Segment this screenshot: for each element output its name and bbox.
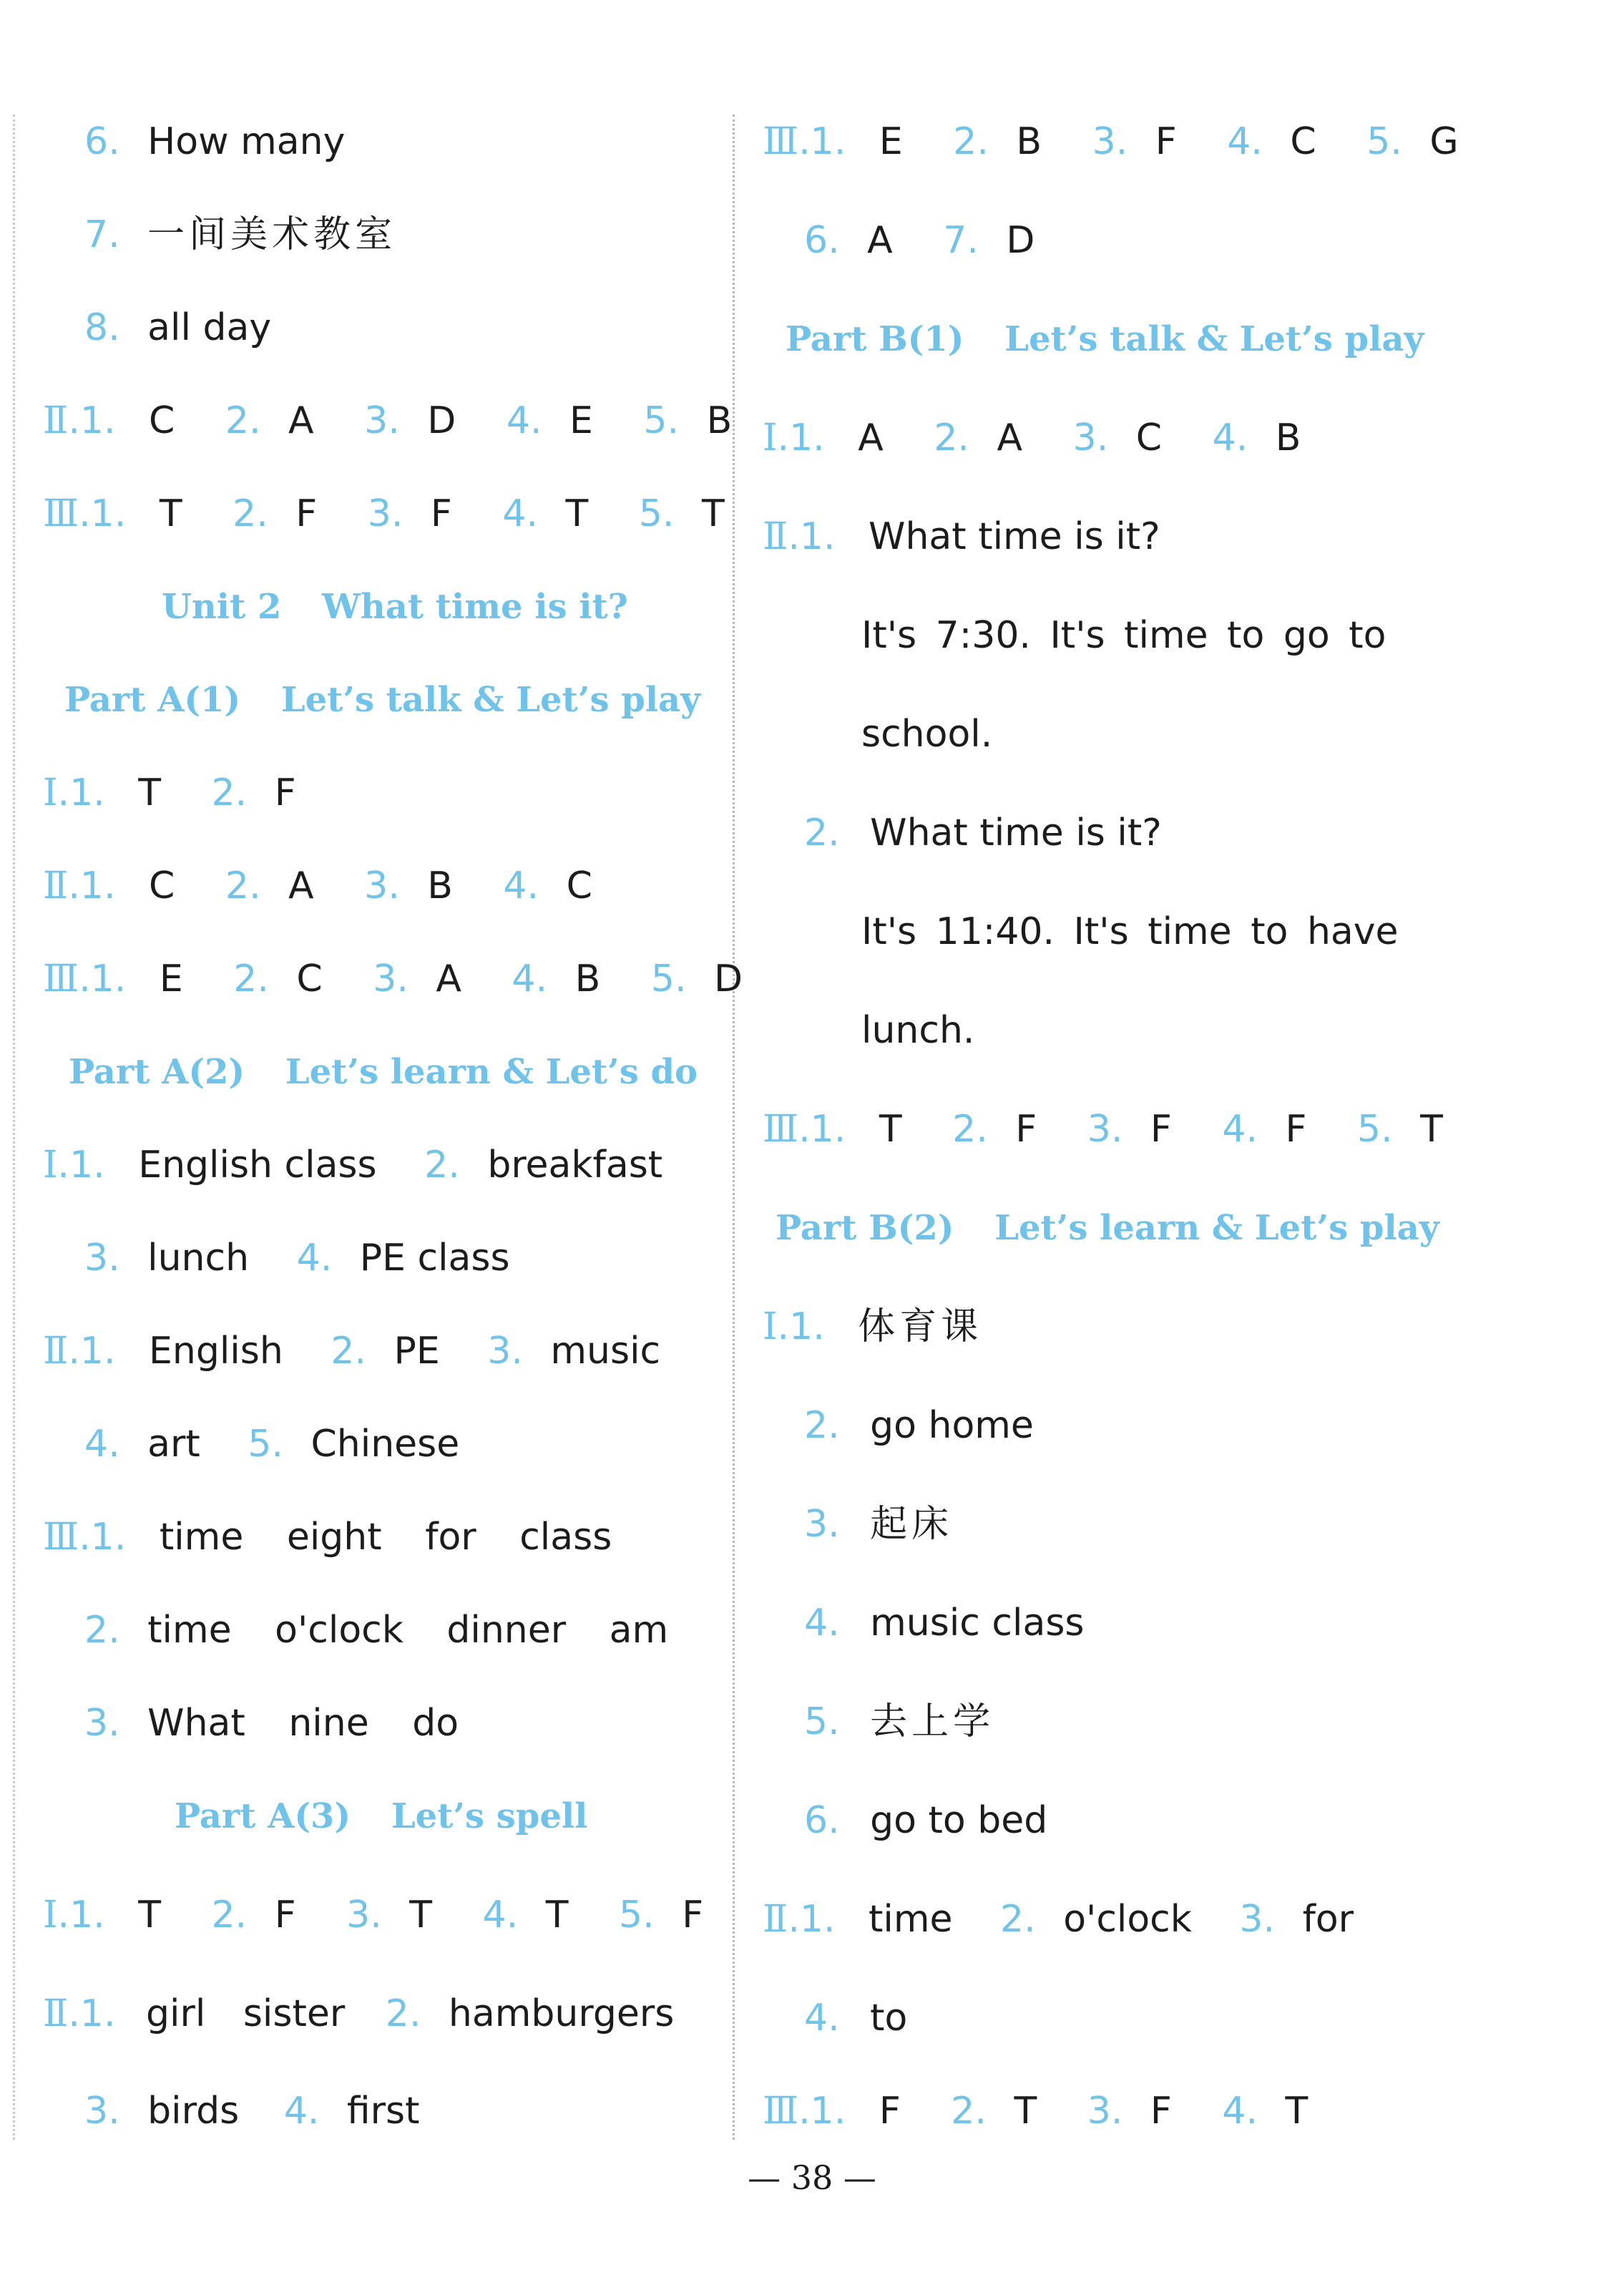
- answer-line: [43, 956, 743, 1002]
- item-number: 8.: [84, 306, 120, 349]
- section-heading: [786, 316, 1424, 362]
- answer-text: F: [1150, 2090, 1172, 2133]
- item-number: 3.: [364, 399, 400, 442]
- unit-heading: [162, 584, 628, 630]
- answer-text: C: [1135, 416, 1163, 459]
- section-numeral: Ⅲ: [763, 1108, 799, 1151]
- answer-text: What time is it?: [870, 812, 1162, 854]
- answer-text: sister: [243, 1992, 346, 2035]
- item-number: 2.: [385, 1992, 421, 2035]
- answer-text: T: [138, 1894, 161, 1936]
- item-number: 6.: [804, 1799, 840, 1842]
- item-number: 3.: [1092, 120, 1128, 163]
- answer-text: F: [430, 492, 452, 535]
- item-number: 2.: [934, 416, 969, 459]
- answer-text: G: [1429, 120, 1459, 163]
- section-numeral: Ⅱ: [763, 1898, 788, 1941]
- answer-text: A: [997, 416, 1023, 459]
- answer-text: go home: [870, 1404, 1034, 1447]
- item-number: .1.: [57, 1894, 105, 1936]
- answer-line: [84, 305, 271, 351]
- answer-text: class: [519, 1516, 612, 1559]
- answer-text: T: [1014, 2090, 1037, 2133]
- answer-text: go to bed: [870, 1799, 1048, 1842]
- answer-line: [43, 1991, 674, 2037]
- answer-text: first: [346, 2090, 420, 2133]
- answer-line: [804, 1699, 994, 1745]
- answer-line: [84, 1421, 459, 1467]
- item-number: .1.: [798, 2090, 846, 2133]
- section-numeral: Ⅲ: [43, 1516, 79, 1559]
- item-number: 2.: [804, 1404, 840, 1447]
- answer-text: What time is it?: [869, 515, 1160, 558]
- item-number: 2.: [953, 120, 989, 163]
- answer-text: do: [412, 1702, 459, 1745]
- answer-text: F: [1015, 1108, 1037, 1151]
- item-number: .1.: [788, 1898, 836, 1941]
- answer-text: C: [149, 864, 175, 907]
- part-title: Let’s learn & Let’s do: [285, 1052, 698, 1092]
- answer-text: It's 11:40. It's time to have: [861, 910, 1399, 953]
- answer-line: [43, 1514, 612, 1560]
- answer-line: [804, 1995, 907, 2041]
- item-number: .1.: [68, 1992, 116, 2035]
- answer-line: [763, 119, 1459, 165]
- answer-line: [861, 711, 992, 757]
- item-number: .1.: [777, 416, 825, 459]
- item-number: 7.: [943, 219, 979, 262]
- answer-line: [84, 1235, 510, 1281]
- answer-text: D: [1006, 219, 1035, 262]
- answer-text: B: [574, 958, 601, 1000]
- item-number: 3.: [373, 958, 409, 1000]
- answer-line: [804, 810, 1162, 856]
- item-number: 4.: [1212, 416, 1248, 459]
- answer-text: T: [138, 771, 161, 814]
- answer-text: A: [858, 416, 884, 459]
- item-number: .1.: [68, 399, 116, 442]
- answer-text: hamburgers: [448, 1992, 675, 2035]
- answer-text: T: [545, 1894, 569, 1936]
- section-heading: [64, 677, 700, 723]
- item-number: 2.: [84, 1609, 120, 1652]
- answer-text: time: [147, 1609, 232, 1652]
- item-number: 4.: [1222, 2090, 1258, 2133]
- answer-line: [804, 1403, 1034, 1448]
- item-number: 3.: [804, 1503, 840, 1546]
- answer-text: B: [427, 864, 453, 907]
- item-number: 6.: [804, 219, 840, 262]
- answer-text: girl: [146, 1992, 206, 2035]
- item-number: 3.: [1239, 1898, 1276, 1941]
- answer-line: [763, 2088, 1308, 2134]
- section-numeral: Ⅰ: [43, 1144, 58, 1187]
- answer-text: English class: [138, 1144, 377, 1187]
- answer-line: [763, 514, 1160, 560]
- page-edge: [13, 115, 15, 2140]
- section-numeral: Ⅰ: [43, 771, 58, 814]
- answer-text: F: [1285, 1108, 1307, 1151]
- item-number: .1.: [57, 771, 105, 814]
- unit-number: Unit 2: [162, 587, 282, 627]
- answer-line: [43, 1328, 660, 1374]
- item-number: 5.: [650, 958, 687, 1000]
- column-divider: [733, 115, 735, 2140]
- answer-text: A: [436, 958, 461, 1000]
- item-number: 5.: [1366, 120, 1402, 163]
- answer-text: am: [609, 1609, 669, 1652]
- answer-text: music: [550, 1330, 661, 1373]
- section-numeral: Ⅱ: [43, 1330, 69, 1373]
- item-number: .1.: [79, 492, 127, 535]
- item-number: .1.: [79, 1516, 127, 1559]
- answer-text: D: [714, 958, 743, 1000]
- section-heading: [175, 1793, 587, 1839]
- item-number: 3.: [84, 1702, 120, 1745]
- answer-line: [763, 1106, 1443, 1152]
- item-number: 5.: [804, 1700, 840, 1743]
- answer-text: Chinese: [310, 1423, 460, 1466]
- answer-text: C: [296, 958, 323, 1000]
- item-number: 3.: [346, 1894, 382, 1936]
- part-label: Part B(2): [776, 1208, 954, 1248]
- answer-line: [861, 1008, 974, 1053]
- item-number: .1.: [798, 120, 846, 163]
- answer-text: It's 7:30. It's time to go to: [861, 614, 1386, 657]
- answer-line: [43, 770, 296, 816]
- answer-text: o'clock: [275, 1609, 403, 1652]
- item-number: 2.: [331, 1330, 366, 1373]
- answer-line: [804, 1600, 1085, 1646]
- item-number: 2.: [233, 492, 268, 535]
- page-number: — 38 —: [748, 2158, 876, 2197]
- answer-text: nine: [288, 1702, 369, 1745]
- answer-line: [43, 863, 592, 909]
- answer-text: English: [149, 1330, 283, 1373]
- item-number: 5.: [638, 492, 675, 535]
- answer-line: [804, 1501, 953, 1547]
- answer-text: C: [566, 864, 592, 907]
- answer-text: C: [1290, 120, 1316, 163]
- item-number: 5.: [619, 1894, 655, 1936]
- answer-text: T: [565, 492, 589, 535]
- answer-line: [84, 1700, 459, 1746]
- item-number: 2.: [211, 771, 248, 814]
- item-number: .1.: [777, 1305, 825, 1348]
- section-numeral: Ⅱ: [43, 864, 69, 907]
- item-number: 6.: [84, 120, 120, 163]
- section-heading: [776, 1205, 1439, 1251]
- answer-text: for: [425, 1516, 476, 1559]
- item-number: 4.: [804, 1602, 840, 1645]
- answer-text: 去上学: [870, 1700, 995, 1743]
- item-number: .1.: [798, 1108, 846, 1151]
- section-numeral: Ⅲ: [763, 120, 799, 163]
- part-label: Part A(2): [69, 1052, 245, 1092]
- answer-line: [84, 119, 345, 165]
- answer-text: art: [147, 1423, 200, 1466]
- answer-text: T: [1420, 1108, 1443, 1151]
- answer-line: [43, 491, 725, 537]
- part-title: Let’s learn & Let’s play: [994, 1208, 1439, 1248]
- item-number: .1.: [68, 1330, 116, 1373]
- answer-text: B: [706, 399, 733, 442]
- part-label: Part B(1): [786, 319, 964, 359]
- answer-text: F: [1155, 120, 1177, 163]
- item-number: 3.: [84, 2090, 120, 2133]
- answer-line: [763, 415, 1301, 461]
- answer-text: birds: [147, 2090, 240, 2133]
- answer-text: time: [869, 1898, 953, 1941]
- answer-text: to: [870, 1997, 908, 2040]
- answer-text: E: [569, 399, 593, 442]
- item-number: 2.: [951, 2090, 987, 2133]
- part-title: Let’s spell: [391, 1796, 588, 1836]
- answer-text: 起床: [870, 1503, 954, 1546]
- answer-text: F: [274, 771, 296, 814]
- answer-line: [861, 613, 1386, 658]
- section-numeral: Ⅲ: [43, 958, 79, 1000]
- answer-text: lunch: [147, 1237, 250, 1280]
- item-number: 3.: [1072, 416, 1109, 459]
- answer-line: [43, 1142, 662, 1188]
- answer-text: 一间美术教室: [147, 213, 397, 256]
- part-label: Part A(3): [175, 1796, 351, 1836]
- answer-text: music class: [870, 1602, 1085, 1645]
- answer-text: F: [295, 492, 318, 535]
- item-number: 2.: [225, 864, 261, 907]
- item-number: 5.: [1356, 1108, 1393, 1151]
- answer-line: [43, 1892, 703, 1938]
- item-number: 3.: [1087, 2090, 1123, 2133]
- answer-text: E: [159, 958, 183, 1000]
- item-number: 2.: [233, 958, 269, 1000]
- answer-line: [43, 398, 732, 444]
- item-number: 3.: [367, 492, 403, 535]
- answer-text: T: [1285, 2090, 1309, 2133]
- item-number: 4.: [512, 958, 548, 1000]
- answer-text: A: [867, 219, 893, 262]
- item-number: 3.: [84, 1237, 120, 1280]
- answer-line: [84, 212, 396, 258]
- item-number: .1.: [788, 515, 836, 558]
- item-number: 4.: [283, 2090, 320, 2133]
- item-number: 5.: [248, 1423, 283, 1466]
- answer-text: C: [149, 399, 175, 442]
- item-number: 4.: [1227, 120, 1263, 163]
- item-number: 4.: [503, 864, 539, 907]
- item-number: 4.: [502, 492, 538, 535]
- answer-text: D: [427, 399, 456, 442]
- answer-text: F: [682, 1894, 704, 1936]
- item-number: 4.: [804, 1997, 840, 2040]
- answer-text: T: [159, 492, 182, 535]
- section-numeral: Ⅲ: [763, 2090, 799, 2133]
- answer-line: [763, 1896, 1354, 1942]
- item-number: 4.: [296, 1237, 333, 1280]
- answer-text: E: [879, 120, 903, 163]
- section-numeral: Ⅱ: [43, 1992, 69, 2035]
- answer-text: PE class: [359, 1237, 510, 1280]
- item-number: 2.: [804, 812, 840, 854]
- section-numeral: Ⅱ: [43, 399, 69, 442]
- answer-text: time: [159, 1516, 244, 1559]
- section-numeral: Ⅱ: [763, 515, 788, 558]
- item-number: 7.: [84, 213, 120, 256]
- part-title: Let’s talk & Let’s play: [1004, 319, 1424, 359]
- item-number: 2.: [952, 1108, 988, 1151]
- answer-text: How many: [147, 120, 346, 163]
- answer-text: 体育课: [858, 1305, 983, 1348]
- item-number: 2.: [424, 1144, 460, 1187]
- answer-text: B: [1275, 416, 1301, 459]
- answer-line: [804, 1798, 1047, 1843]
- answer-text: F: [274, 1894, 296, 1936]
- answer-line: [861, 909, 1399, 955]
- part-label: Part A(1): [64, 680, 241, 720]
- answer-text: A: [288, 399, 314, 442]
- answer-line: [763, 1304, 982, 1350]
- answer-line: [84, 1607, 668, 1653]
- item-number: 2.: [1000, 1898, 1036, 1941]
- answer-text: eight: [286, 1516, 382, 1559]
- item-number: 3.: [487, 1330, 523, 1373]
- item-number: 3.: [1087, 1108, 1123, 1151]
- item-number: .1.: [79, 958, 127, 1000]
- answer-text: What: [147, 1702, 245, 1745]
- answer-line: [804, 218, 1034, 263]
- answer-text: T: [701, 492, 725, 535]
- answer-text: dinner: [446, 1609, 567, 1652]
- item-number: 2.: [225, 399, 261, 442]
- item-number: 4.: [506, 399, 542, 442]
- answer-text: lunch.: [861, 1009, 975, 1052]
- section-numeral: Ⅰ: [763, 1305, 778, 1348]
- item-number: 2.: [211, 1894, 248, 1936]
- answer-text: school.: [861, 713, 993, 756]
- answer-text: A: [288, 864, 314, 907]
- item-number: 4.: [482, 1894, 519, 1936]
- section-numeral: Ⅲ: [43, 492, 79, 535]
- answer-line: [84, 2088, 420, 2134]
- answer-text: o'clock: [1063, 1898, 1192, 1941]
- answer-text: F: [1150, 1108, 1172, 1151]
- item-number: 3.: [364, 864, 400, 907]
- unit-title: What time is it?: [322, 587, 628, 627]
- item-number: 5.: [643, 399, 680, 442]
- answer-text: B: [1016, 120, 1042, 163]
- item-number: .1.: [57, 1144, 105, 1187]
- answer-text: all day: [147, 306, 272, 349]
- answer-text: T: [409, 1894, 433, 1936]
- answer-text: PE: [393, 1330, 440, 1373]
- item-number: 4.: [84, 1423, 120, 1466]
- item-number: .1.: [68, 864, 116, 907]
- answer-text: F: [879, 2090, 901, 2133]
- item-number: 4.: [1222, 1108, 1258, 1151]
- answer-text: breakfast: [487, 1144, 663, 1187]
- section-numeral: Ⅰ: [763, 416, 778, 459]
- part-title: Let’s talk & Let’s play: [280, 680, 700, 720]
- section-numeral: Ⅰ: [43, 1894, 58, 1936]
- answer-text: T: [879, 1108, 902, 1151]
- section-heading: [69, 1049, 698, 1095]
- answer-text: for: [1302, 1898, 1354, 1941]
